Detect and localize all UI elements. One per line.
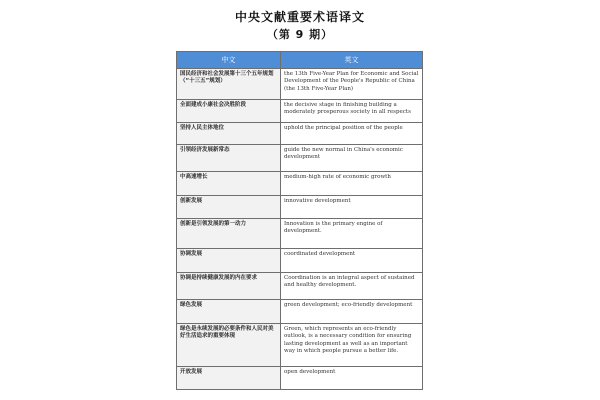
table-row [177, 249, 423, 273]
term-chinese: 协调发展 [177, 249, 281, 273]
table-row [177, 172, 423, 196]
term-chinese: 创新是引领发展的第一动力 [177, 219, 281, 249]
table-row [177, 145, 423, 172]
term-chinese: 创新发展 [177, 196, 281, 219]
table-row [177, 367, 423, 390]
table-row [177, 69, 423, 100]
term-chinese: 开放发展 [177, 367, 281, 390]
term-english: medium-high rate of economic growth [281, 172, 423, 196]
term-english: the decisive stage in finishing building a moderately prosperous society in all respects [281, 100, 423, 123]
term-chinese: 国民经济和社会发展第十三个五年规划（“十三五”规划） [177, 69, 281, 100]
term-chinese: 中高速增长 [177, 172, 281, 196]
term-chinese: 坚持人民主体地位 [177, 123, 281, 145]
term-chinese: 全面建成小康社会决胜阶段 [177, 100, 281, 123]
table-row [177, 123, 423, 145]
term-chinese: 引领经济发展新常态 [177, 145, 281, 172]
issue-number: （第 9 期） [266, 28, 334, 41]
term-english: Coordination is an integral aspect of sustained and healthy development. [281, 273, 423, 300]
terminology-table [176, 51, 423, 390]
table-row [177, 273, 423, 300]
table-header-row [177, 52, 423, 69]
term-chinese: 绿色是永续发展的必要条件和人民对美好生活追求的重要体现 [177, 324, 281, 367]
table-row [177, 324, 423, 367]
table-row [177, 300, 423, 324]
term-english: Green, which represents an eco-friendly outlook, is a necessary condition for ensuring lasting development as well as an important way in which people pursue a better life. [281, 324, 423, 367]
table-row [177, 219, 423, 249]
term-english: green development; eco-friendly development [281, 300, 423, 324]
term-english: coordinated development [281, 249, 423, 273]
term-english: innovative development [281, 196, 423, 219]
term-english: open development [281, 367, 423, 390]
column-header-chinese: 中文 [177, 52, 281, 69]
table-row [177, 196, 423, 219]
column-header-english: 英文 [281, 52, 423, 69]
term-english: Innovation is the primary engine of development. [281, 219, 423, 249]
document-title: 中央文献重要术语译文 [234, 10, 365, 24]
term-english: the 13th Five-Year Plan for Economic and Social Development of the People's Republic of China (the 13th Five-Year Plan) [281, 69, 423, 100]
term-chinese: 协调是持续健康发展的内在要求 [177, 273, 281, 300]
term-english: guide the new normal in China's economic development [281, 145, 423, 172]
term-chinese: 绿色发展 [177, 300, 281, 324]
table-row [177, 100, 423, 123]
term-english: uphold the principal position of the people [281, 123, 423, 145]
